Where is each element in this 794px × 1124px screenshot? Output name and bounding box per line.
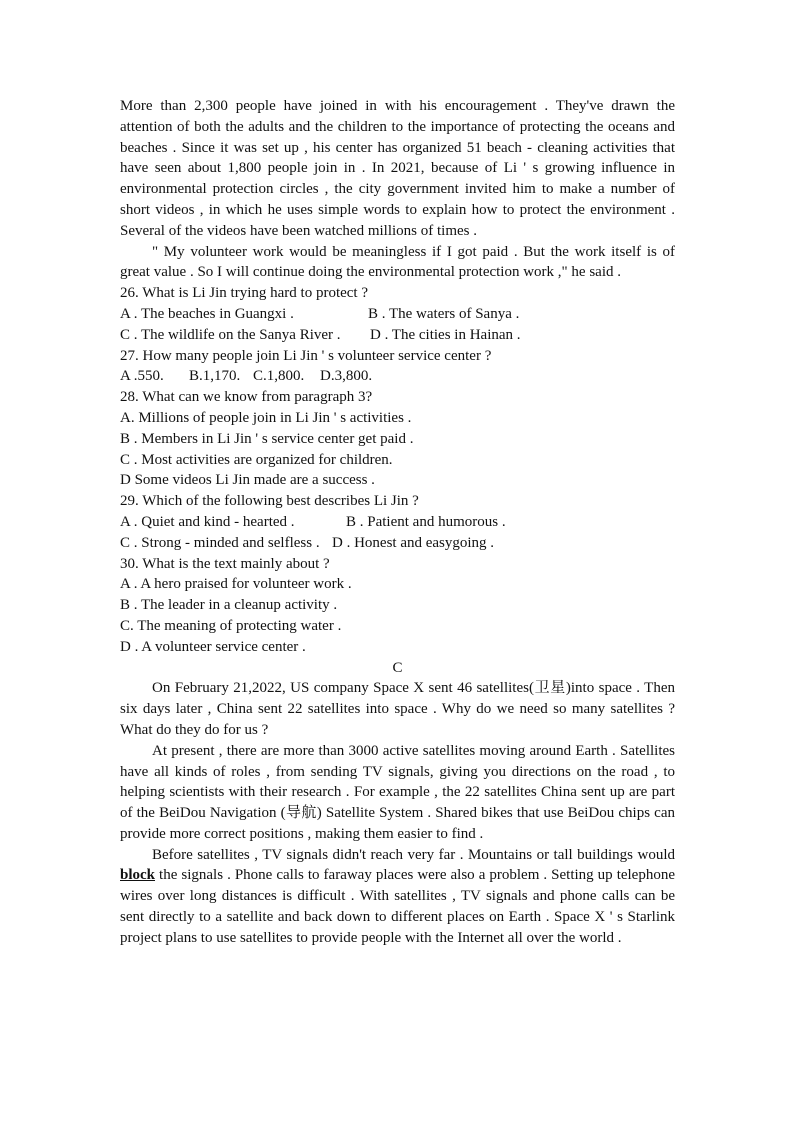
section-c-paragraph-3 <box>120 845 675 949</box>
question-27-options <box>120 366 675 387</box>
q29-option-b: B . Patient and humorous . <box>346 513 506 530</box>
paragraph-3-text-before: Before satellites , TV signals didn't reach very far . Mountains or tall buildings would <box>152 846 675 863</box>
q26-option-d: D . The cities in Hainan . <box>370 326 521 343</box>
question-28-stem: 28. What can we know from paragraph 3? <box>120 389 373 406</box>
q28-option-b: B . Members in Li Jin ' s service center get paid . <box>120 430 414 447</box>
q30-option-d: D . A volunteer service center . <box>120 638 306 655</box>
question-26-options-cd <box>120 325 675 346</box>
question-27-stem: 27. How many people join Li Jin ' s volunteer service center ? <box>120 347 492 364</box>
underlined-word-block: block <box>120 867 156 884</box>
question-29-stem: 29. Which of the following best describes Li Jin ? <box>120 493 419 510</box>
q29-option-a: A . Quiet and kind - hearted . <box>120 513 295 530</box>
section-c-heading: C <box>392 659 403 676</box>
section-c-paragraph-2: At present , there are more than 3000 active satellites moving around Earth . Satellites have all kinds of roles , from sending TV signals, giving you directions on the road , to helping scientists with their research . For example , the 22 satellites China sent up are part of the BeiDou Navigation (导航) Satellite System . Shared bikes that use BeiDou chips can provide more correct positions , making them easier to find . <box>120 742 675 842</box>
section-c-paragraph-1: On February 21,2022, US company Space X sent 46 satellites(卫星)into space . Then six days later , China sent 22 satellites into space . Why do we need so many satellites ? What do they do for us ? <box>120 680 675 738</box>
question-29-options-ab <box>120 512 675 533</box>
q30-option-c: C. The meaning of protecting water . <box>120 617 342 634</box>
q30-option-b: B . The leader in a cleanup activity . <box>120 597 338 614</box>
question-30-stem: 30. What is the text mainly about ? <box>120 555 330 572</box>
q27-option-a: A .550. <box>120 368 164 385</box>
q27-option-b: B.1,170. <box>189 368 241 385</box>
q29-option-d: D . Honest and easygoing . <box>332 534 495 551</box>
q27-option-d: D.3,800. <box>320 368 373 385</box>
paragraph-1: More than 2,300 people have joined in with his encouragement . They've drawn the attention of both the adults and the children to the importance of protecting the oceans and beaches . Since it was set up , his center has organized 51 beach - cleaning activities that have seen about 1,800 people join in . In 2021, because of Li ' s growing influence in environmental protection circles , the city government invited him to make a number of short videos , in which he uses simple words to explain how to protect the environment . Several of the videos have been watched millions of times . <box>120 98 675 239</box>
paragraph-2: " My volunteer work would be meaningless if I got paid . But the work itself is of great value . So I will continue doing the environmental protection work ," he said . <box>120 243 675 281</box>
q30-option-a: A . A hero praised for volunteer work . <box>120 576 352 593</box>
document-page <box>120 96 675 949</box>
q27-option-c: C.1,800. <box>253 368 305 385</box>
q28-option-a: A. Millions of people join in Li Jin ' s activities . <box>120 409 412 426</box>
q26-option-a: A . The beaches in Guangxi . <box>120 305 294 322</box>
q28-option-c: C . Most activities are organized for children. <box>120 451 393 468</box>
q28-option-d: D Some videos Li Jin made are a success . <box>120 472 375 489</box>
q26-option-c: C . The wildlife on the Sanya River . <box>120 326 341 343</box>
paragraph-3-text-after: the signals . Phone calls to faraway places were also a problem . Setting up telephone wires over long distances is difficult . With satellites , TV signals and phone calls can be sent directly to a satellite and back down to different places on Earth . Space X ' s Starlink project plans to use satellites to provide people with the Internet all over the world . <box>120 867 675 946</box>
q26-option-b: B . The waters of Sanya . <box>368 305 520 322</box>
question-29-options-cd <box>120 533 675 554</box>
q29-option-c: C . Strong - minded and selfless . <box>120 534 320 551</box>
question-26-options-ab <box>120 304 675 325</box>
question-26-stem: 26. What is Li Jin trying hard to protect ? <box>120 285 369 302</box>
